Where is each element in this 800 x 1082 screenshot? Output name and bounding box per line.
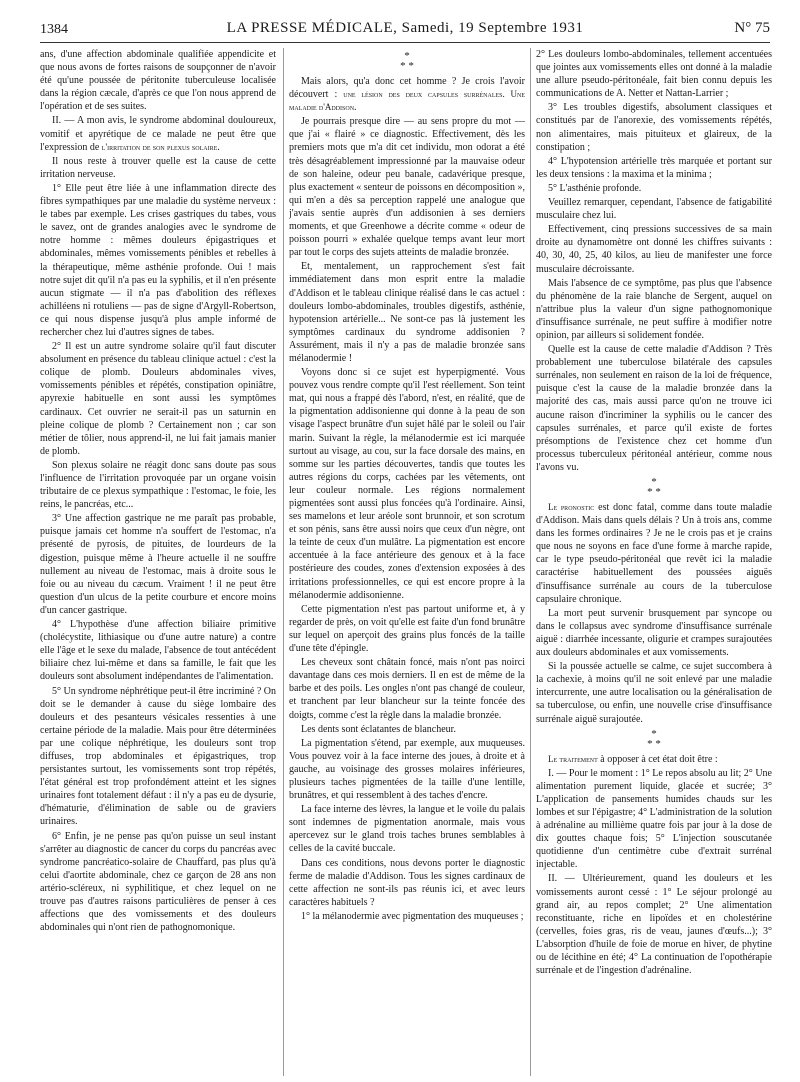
paragraph: 5° Un syndrome néphrétique peut-il être incriminé ? On doit se le demander à cause du siège lombaire des douleurs et des pesanteurs vésicales ressenties à une certaine période de la maladie. Mais pour être déterminées par une colique néphrétique, les douleurs sont trop diffuses, trop abdominales et épigastriques, trop persistantes surtout, les vomissements sont trop répétés, l'état général est trop profondément atteint et les signes urinaires font totalement défaut : il n'y a pas eu de dysurie, d'hématurie, d'élimination de sable ou de graviers urinaires. [40, 685, 276, 828]
journal-title: LA PRESSE MÉDICALE, Samedi, 19 Septembre 1931 [226, 20, 584, 36]
paragraph: Il nous reste à trouver quelle est la cause de cette irritation nerveuse. [40, 155, 276, 180]
paragraph: Les cheveux sont châtain foncé, mais n'ont pas noirci davantage dans ces mois derniers. Il en est de même de la barbe et des poils. Les ongles n'ont pas changé de couleur, et tranchent par leur blancheur sur la teinte foncée des doigts, comme c'est la règle dans la maladie bronzée. [289, 657, 525, 721]
paragraph: Dans ces conditions, nous devons porter le diagnostic ferme de maladie d'Addison. Tous les signes cardinaux de cette affection ne sont-ils pas réunis ici, et avec leurs caractères habituels ? [289, 857, 525, 908]
paragraph: 3° Une affection gastrique ne me paraît pas probable, puisque jamais cet homme n'a souffert de l'estomac, n'a présenté de pyrosis, de pituites, de lourdeurs de la digestion, puisque même à l'heure actuelle il ne souffre nullement au niveau de l'estomac, mais à droite sous le foie ou au niveau du cæcum. Vraiment ! il ne peut être question d'un ulcus de la petite courbure et encore moins d'un cancer gastrique. [40, 513, 276, 616]
column-divider [530, 48, 531, 1076]
paragraph: Les dents sont éclatantes de blancheur. [301, 723, 456, 735]
paragraph: Le pronostic est donc fatal, comme dans toute maladie d'Addison. Mais dans quels délais ? Un à trois ans, comme dans les formes ordinaires ? Je ne le crois pas et je crains que nous ne soyons en face d'une forme à marche rapide, car le type pseudo-péritonéal que revêt ici la maladie caractérise habituellement des poussées aiguës d'insuffisance surrénale au cours de la tuberculose capsulaire chronique. [536, 502, 772, 605]
paragraph: 5° L'asthénie profonde. [548, 182, 642, 194]
column-divider [283, 48, 284, 1076]
paragraph: 1° la mélanodermie avec pigmentation des muqueuses ; [301, 910, 524, 922]
section-separator: * * * [647, 727, 661, 750]
paragraph: II. — A mon avis, le syndrome abdominal douloureux, vomitif et apyrétique de ce malade ne peut être que l'expression de l'irritation de son plexus solaire. [40, 115, 276, 153]
paragraph: 6° Enfin, je ne pense pas qu'on puisse un seul instant s'arrêter au diagnostic de cancer du corps du pancréas avec syndrome pancréatico-solaire de Chauffard, pas plus qu'à celui d'aortite abdominale, chez ce garçon de 28 ans non artério-scléreux, ni syphilitique, et chez lequel on ne trouve pas d'autres raisons particulières de penser à ces affections que des vomissements et des douleurs abdominales qui n'ont rien de pathognomonique. [40, 830, 276, 934]
text-column-2 [289, 48, 525, 1078]
paragraph: Et, mentalement, un rapprochement s'est fait immédiatement dans mon esprit entre la maladie d'Addison et le tableau clinique réalisé dans le cas actuel : douleurs lombo-abdominales, troubles digestifs, asthénie, hypotension artérielle... Ne sont-ce pas là justement les symptômes cardinaux du syndrome addisonien ? Assurément, mais il n'y a pas de maladie bronzée sans mélanodermie ! [289, 261, 525, 364]
paragraph: 2° Il est un autre syndrome solaire qu'il faut discuter absolument en présence du tableau clinique actuel : c'est la colique de plomb. Douleurs abdominales vives, vomissements pénibles et répétés, constipation opiniâtre, apyrexie habituelle en sont aussi les symptômes cardinaux. Cet ouvrier ne serait-il pas un saturnin en pleine colique de plomb ? Certainement non ; car son métier de tôlier, nous apprend-il, ne lui fait jamais manier de plomb. [40, 341, 276, 457]
paragraph: Quelle est la cause de cette maladie d'Addison ? Très probablement une tuberculose bilatérale des capsules surrénales, non seulement en raison de la loi de fréquence, puisque c'est la cause de la maladie bronzée dans la majorité des cas, mais aussi parce qu'on ne trouve ici aucune raison d'incriminer la syphilis ou le cancer des capsules surrénales, et parce qu'il existe de fortes présomptions de l'existence chez cet homme d'un processus tuberculeux péritonéal antérieur, comme nous l'avons vu. [536, 344, 772, 473]
section-separator: * * * [647, 476, 661, 498]
text-column-1 [40, 48, 276, 1078]
page-header [40, 20, 770, 43]
paragraph: Effectivement, cinq pressions successives de sa main droite au dynamomètre ont donné les chiffres suivants : 40, 30, 40, 25, 40 kilos, au lieu de manifester une force musculaire décroissante. [536, 224, 772, 275]
paragraph: ans, d'une affection abdominale qualifiée appendicite et que nous avons de fortes raisons de soupçonner de n'avoir été qu'une poussée de péritonite tuberculeuse localisée dans la région cæcale, d'après ce que l'on nous apprend de l'opération et de ses suites. [40, 49, 276, 113]
paragraph: Si la poussée actuelle se calme, ce sujet succombera à la cachexie, à moins qu'il ne soit enlevé par une maladie intercurrente, une autre localisation ou la généralisation de sa tuberculose, ou enfin, une nouvelle crise d'insuffisance surrénale aiguë surajoutée. [536, 661, 772, 725]
paragraph: 4° L'hypothèse d'une affection biliaire primitive (cholécystite, lithiasique ou d'une autre nature) a contre elle l'âge et le sexe du malade, l'absence de tout antécédent biliaire chez lui-même et dans sa famille, le fait que les douleurs sont absolument indépendantes de l'alimentation. [40, 619, 276, 683]
paragraph: 1° Elle peut être liée à une inflammation directe des fibres sympathiques par une maladie du système nerveux : le tabes par exemple. Les crises gastriques du tabes, vous le savez, ont de grandes analogies avec le syndrome de notre homme : mêmes douleurs épigastriques et abdominales, mêmes vomissements pénibles et rebelles à la thérapeutique, même asthénie profonde. Oui ! mais notre sujet dit qu'il n'a pas eu la syphilis, et il n'en présente aucun stigmate — il n'a pas d'abolition des réflexes achilléens ni rotuliens — pas de signe d'Argyll-Robertson, ce qui nous dispense jusqu'à plus ample informé de rechercher chez lui d'autres signes de tabes. [40, 182, 276, 338]
paragraph: Veuillez remarquer, cependant, l'absence de fatigabilité musculaire chez lui. [536, 197, 772, 222]
page-number: 1384 [40, 22, 68, 37]
paragraph: 4° L'hypotension artérielle très marquée et portant sur les deux tensions : la maxima et la minima ; [536, 155, 772, 180]
paragraph: La pigmentation s'étend, par exemple, aux muqueuses. Vous pouvez voir à la face interne des joues, à droite et à gauche, au voisinage des grosses molaires inférieures, plusieurs taches pigmentées de la taille d'une lentille, brunâtres, et qui ressemblent à des taches d'encre. [289, 737, 525, 802]
section-separator: * * * [400, 50, 414, 72]
paragraph: La mort peut survenir brusquement par syncope ou dans le collapsus avec syndrome d'insuffisance surrénale aiguë : diarrhée incessante, oligurie et crampes surajoutées aux douleurs abdominales et aux vomissements. [536, 607, 772, 659]
issue-number: N° 75 [734, 20, 770, 36]
paragraph: Le traitement à opposer à cet état doit être : [548, 753, 718, 765]
paragraph: Je pourrais presque dire — au sens propre du mot — que j'ai « flairé » ce diagnostic. Effectivement, dès les premiers mots que m'a dit cet individu, mon odorat a été très désagréablement impressionné par la mauvaise odeur de son haleine, odeur peu banale, cadavérique presque, plus exactement « senteur de poissons en décomposition », qui m'en a dès sa perception rappelé une analogue que j'avais sentie auprès d'un addisonien à ses derniers moments, et que Greenhowe a décrite comme « odeur de poisson pourri » exhalée quelque temps avant leur mort par tout le corps des sujets atteints de maladie bronzée. [289, 116, 525, 259]
paragraph: II. — Ultérieurement, quand les douleurs et les vomissements auront cessé : 1° Le séjour prolongé au grand air, au repos complet; 2° Une alimentation reconstituante, riche en lipoïdes et en cholestérine (cervelles, foies gras, ris de veau, jaunes d'œufs...); 3° L'absorption d'huile de foie de morue en hiver, de phytine ou de lécithine en été; 4° La continuation de l'opothérapie surrénale et de l'ingestion d'adrénaline. [536, 873, 772, 977]
paragraph: I. — Pour le moment : 1° Le repos absolu au lit; 2° Une alimentation purement liquide, glacée et sucrée; 3° L'application de pansements humides chauds sur les lombes et sur l'épigastre; 4° L'administration de la solution à adrénaline au millième quatre fois par jour à la dose de dix gouttes chaque fois; 5° L'injection souscutanée quotidienne d'un centimètre cube d'extrait surrénal injectable. [536, 767, 772, 871]
paragraph: Mais l'absence de ce symptôme, pas plus que l'absence du phénomène de la raie blanche de Sergent, auquel on n'attribue plus la valeur d'un signe pathognomonique d'insuffisance surrénale, ne peut suffire à modifier notre opinion, par ailleurs si solidement fondée. [536, 277, 772, 341]
paragraph: Mais alors, qu'a donc cet homme ? Je crois l'avoir découvert : une lésion des deux capsules surrénales. Une maladie d'Addison. [289, 76, 525, 114]
paragraph: Cette pigmentation n'est pas partout uniforme et, à y regarder de près, on voit qu'elle est faite d'un fond brunâtre sur lequel on aperçoit des grains plus foncés de la taille d'une tête d'épingle. [289, 603, 525, 655]
paragraph: Voyons donc si ce sujet est hyperpigmenté. Vous pouvez vous rendre compte qu'il l'est réellement. Son teint mat, qui nous a frappé dès l'abord, n'est, en réalité, que de la pigmentation addisonienne qui donne à la peau de son visage l'aspect brunâtre d'un sujet hâlé par le soleil ou l'air marin. Suivant la règle, la mélanodermie est ici marquée surtout au visage, au cou, sur la face dorsale des mains, en somme sur les parties découvertes, tandis que toutes les autres régions du corps, cachées par les vêtements, ont leur couleur normale. Les régions normalement pigmentées sont aussi plus foncées qu'à l'ordinaire. Ainsi, ses mamelons et leur aréole sont brunnoir, et son scrotum et son pénis, sans être aussi noirs que ceux d'un nègre, ont la teinte de ceux d'un mulâtre. La pigmentation est encore accentuée à la face antérieure des genoux et à la face postérieure des coudes, zones d'extension exposées à des irritations professionnelles, ce qui est encore propre à la mélanodermie addisonienne. [289, 367, 525, 601]
text-column-3 [536, 48, 772, 1078]
paragraph: 2° Les douleurs lombo-abdominales, tellement accentuées que jointes aux vomissements elles ont donné à la maladie une allure pseudo-péritonéale, fait bien connu depuis les communications de A. Netter et Nattan-Larrier ; [536, 49, 772, 100]
paragraph: 3° Les troubles digestifs, absolument classiques et constitués par de l'anorexie, des vomissements répétés, non alimentaires, mais pituiteux et glaireux, de la constipation ; [536, 102, 772, 153]
paragraph: Son plexus solaire ne réagit donc sans doute pas sous l'influence de l'irritation provoquée par un organe voisin tributaire de ce plexus sympathique : l'estomac, le foie, les reins, le pancréas, etc... [40, 459, 276, 511]
paragraph: La face interne des lèvres, la langue et le voile du palais sont indemnes de pigmentation anormale, mais vous apercevez sur le gland trois taches brunes semblables à celles de la cavité buccale. [289, 804, 525, 855]
